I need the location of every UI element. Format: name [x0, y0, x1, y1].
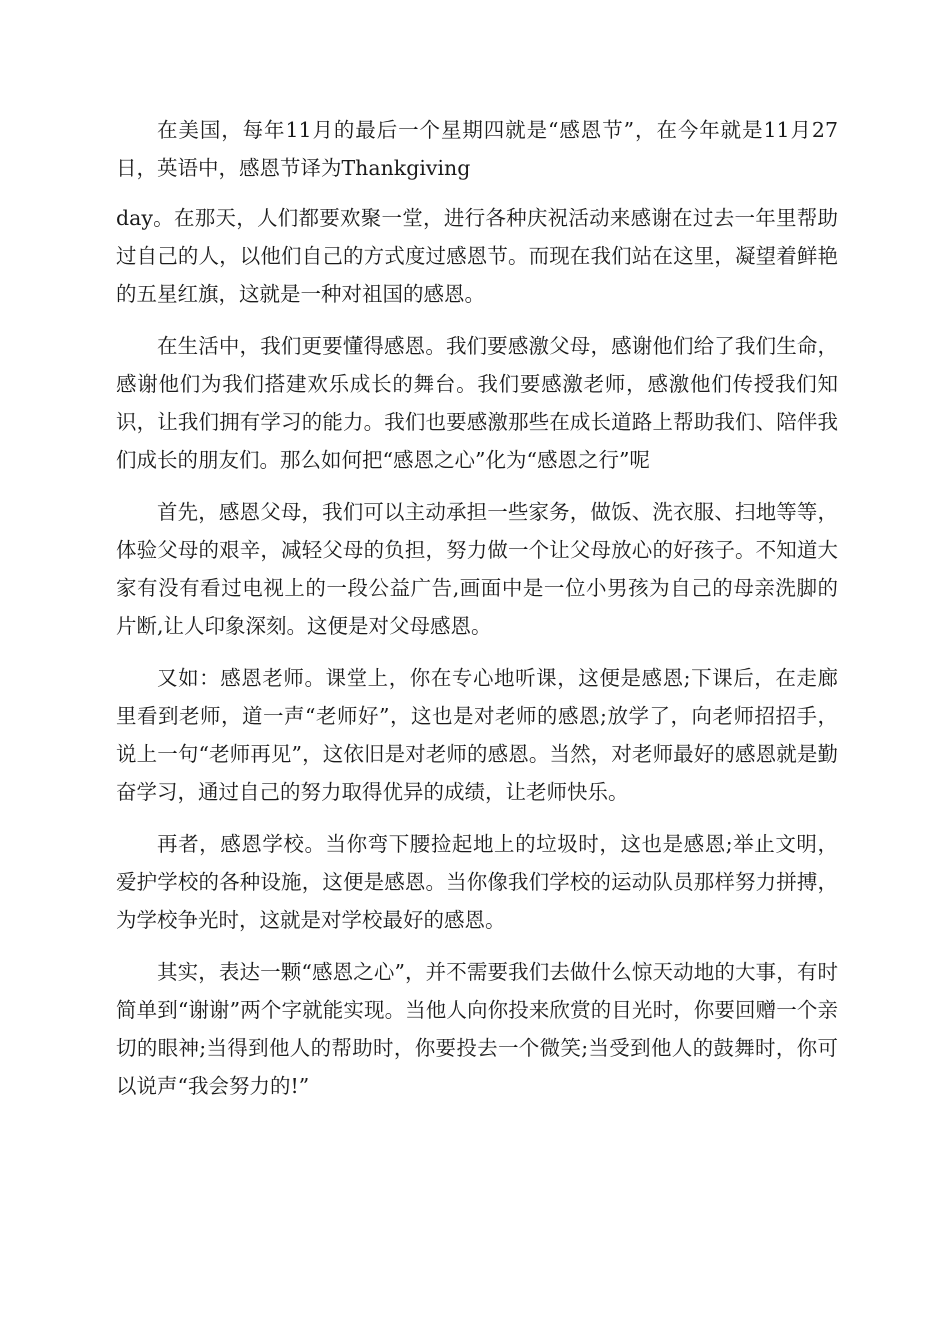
paragraph-gratitude-school: 再者，感恩学校。当你弯下腰捡起地上的垃圾时，这也是感恩;举止文明，爱护学校的各种设施，这便是感恩。当你像我们学校的运动队员那样努力拼搏，为学校争光时，这就是对学校最好的感恩。 [116, 832, 838, 932]
paragraph-gratitude-in-life: 在生活中，我们更要懂得感恩。我们要感激父母，感谢他们给了我们生命，感谢他们为我们搭建欢乐成长的舞台。我们要感激老师，感激他们传授我们知识，让我们拥有学习的能力。我们也要感激那些在成长道路上帮助我们、陪伴我们成长的朋友们。那么如何把“感恩之心”化为“感恩之行”呢 [116, 334, 838, 472]
document-body [116, 111, 838, 1119]
paragraph-gratitude-teachers: 又如：感恩老师。课堂上，你在专心地听课，这便是感恩;下课后，在走廊里看到老师，道一声“老师好”，这也是对老师的感恩;放学了，向老师招招手，说上一句“老师再见”，这依旧是对老师的感恩。当然，对老师最好的感恩就是勤奋学习，通过自己的努力取得优异的成绩，让老师快乐。 [116, 666, 838, 804]
paragraph-thanksgiving-intro: 在美国，每年11月的最后一个星期四就是“感恩节”，在今年就是11月27日，英语中，感恩节译为Thankgiving [116, 118, 838, 180]
paragraph-thanksgiving-day: day。在那天，人们都要欢聚一堂，进行各种庆祝活动来感谢在过去一年里帮助过自己的人，以他们自己的方式度过感恩节。而现在我们站在这里，凝望着鲜艳的五星红旗，这就是一种对祖国的感恩。 [116, 206, 838, 306]
paragraph-expressing-gratitude: 其实，表达一颗“感恩之心”，并不需要我们去做什么惊天动地的大事，有时简单到“谢谢”两个字就能实现。当他人向你投来欣赏的目光时，你要回赠一个亲切的眼神;当得到他人的帮助时，你要投去一个微笑;当受到他人的鼓舞时，你可以说声“我会努力的!” [116, 960, 838, 1098]
paragraph-gratitude-parents: 首先，感恩父母，我们可以主动承担一些家务，做饭、洗衣服、扫地等等，体验父母的艰辛，减轻父母的负担，努力做一个让父母放心的好孩子。不知道大家有没有看过电视上的一段公益广告,画面中是一位小男孩为自己的母亲洗脚的片断,让人印象深刻。这便是对父母感恩。 [116, 500, 838, 638]
